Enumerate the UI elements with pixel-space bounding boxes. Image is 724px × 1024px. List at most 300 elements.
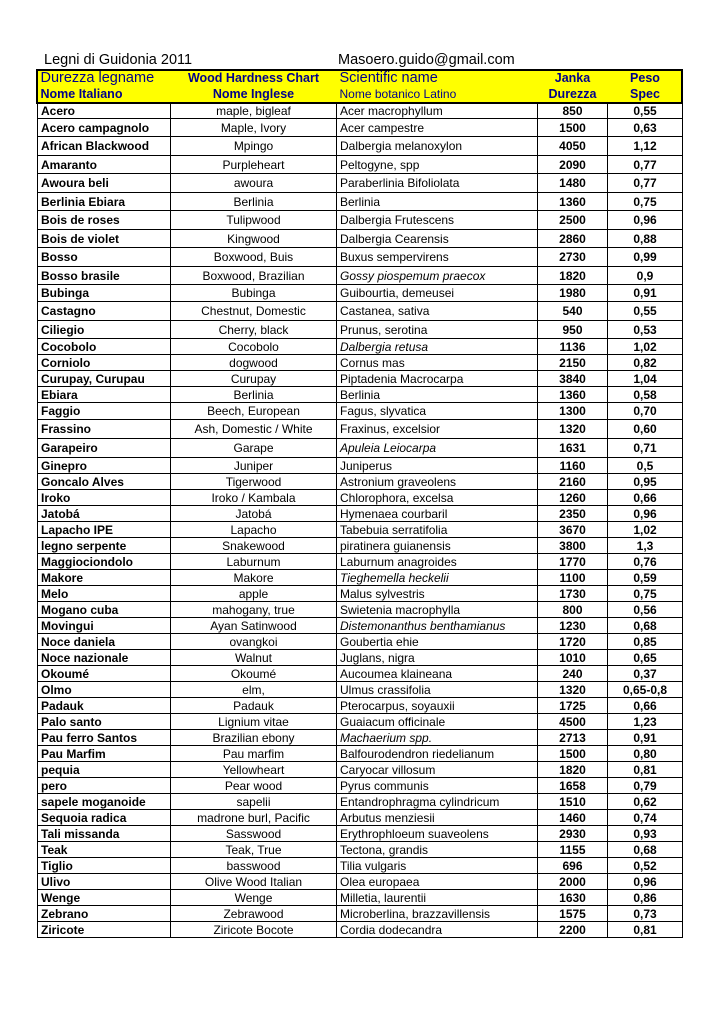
english-name-cell: Makore xyxy=(171,570,337,586)
janka-cell: 1260 xyxy=(538,490,608,506)
latin-name-cell: Guaiacum officinale xyxy=(337,714,538,730)
table-row xyxy=(38,746,683,762)
latin-name-cell: Microberlina, brazzavillensis xyxy=(337,906,538,922)
table-row xyxy=(38,339,683,355)
peso-cell: 0,63 xyxy=(608,119,683,137)
latin-name-cell: Berlinia xyxy=(337,387,538,403)
janka-cell: 2500 xyxy=(538,211,608,230)
table-row xyxy=(38,371,683,387)
english-name-cell: Jatobá xyxy=(171,506,337,522)
latin-name-cell: Juniperus xyxy=(337,458,538,474)
italian-name-cell: Movingui xyxy=(38,618,171,634)
latin-name-cell: Malus sylvestris xyxy=(337,586,538,602)
peso-cell: 0,77 xyxy=(608,174,683,193)
peso-cell: 0,55 xyxy=(608,103,683,119)
janka-cell: 2160 xyxy=(538,474,608,490)
janka-cell: 240 xyxy=(538,666,608,682)
italian-name-cell: Pau Marfim xyxy=(38,746,171,762)
italian-name-cell: Bois de violet xyxy=(38,230,171,248)
table-row xyxy=(38,778,683,794)
italian-name-cell: Berlinia Ebiara xyxy=(38,193,171,211)
janka-cell: 1010 xyxy=(538,650,608,666)
italian-name-cell: Cocobolo xyxy=(38,339,171,355)
italian-name-cell: Jatobá xyxy=(38,506,171,522)
italian-name-cell: Bosso xyxy=(38,248,171,267)
peso-cell: 0,59 xyxy=(608,570,683,586)
latin-name-cell: Pyrus communis xyxy=(337,778,538,794)
peso-cell: 0,76 xyxy=(608,554,683,570)
peso-cell: 0,68 xyxy=(608,842,683,858)
janka-cell: 4500 xyxy=(538,714,608,730)
english-name-cell: Iroko / Kambala xyxy=(171,490,337,506)
latin-name-cell: Pterocarpus, soyauxii xyxy=(337,698,538,714)
italian-name-cell: Bois de roses xyxy=(38,211,171,230)
table-row xyxy=(38,554,683,570)
janka-cell: 1770 xyxy=(538,554,608,570)
peso-cell: 0,96 xyxy=(608,874,683,890)
peso-cell: 0,66 xyxy=(608,490,683,506)
latin-name-cell: Swietenia macrophylla xyxy=(337,602,538,618)
janka-cell: 1320 xyxy=(538,420,608,439)
italian-name-cell: Bosso brasile xyxy=(38,267,171,285)
latin-name-cell: Arbutus menziesii xyxy=(337,810,538,826)
janka-cell: 1230 xyxy=(538,618,608,634)
janka-cell: 1320 xyxy=(538,682,608,698)
janka-cell: 1480 xyxy=(538,174,608,193)
italian-name-cell: Lapacho IPE xyxy=(38,522,171,538)
latin-name-cell: Dalbergia retusa xyxy=(337,339,538,355)
latin-name-cell: Entandrophragma cylindricum xyxy=(337,794,538,810)
table-row xyxy=(38,842,683,858)
latin-name-cell: Milletia, laurentii xyxy=(337,890,538,906)
latin-name-cell: Acer macrophyllum xyxy=(337,103,538,119)
latin-name-cell: Paraberlinia Bifoliolata xyxy=(337,174,538,193)
italian-name-cell: Wenge xyxy=(38,890,171,906)
table-row xyxy=(38,666,683,682)
column-header-janka-top: Janka xyxy=(538,70,608,86)
peso-cell: 0,71 xyxy=(608,439,683,458)
english-name-cell: Cocobolo xyxy=(171,339,337,355)
peso-cell: 1,04 xyxy=(608,371,683,387)
janka-cell: 696 xyxy=(538,858,608,874)
italian-name-cell: Faggio xyxy=(38,403,171,420)
english-name-cell: Snakewood xyxy=(171,538,337,554)
english-name-cell: Purpleheart xyxy=(171,156,337,174)
table-row xyxy=(38,321,683,339)
janka-cell: 1510 xyxy=(538,794,608,810)
peso-cell: 0,56 xyxy=(608,602,683,618)
english-name-cell: Olive Wood Italian xyxy=(171,874,337,890)
latin-name-cell: Buxus sempervirens xyxy=(337,248,538,267)
latin-name-cell: Balfourodendron riedelianum xyxy=(337,746,538,762)
peso-cell: 0,75 xyxy=(608,193,683,211)
italian-name-cell: Goncalo Alves xyxy=(38,474,171,490)
english-name-cell: Ziricote Bocote xyxy=(171,922,337,938)
english-name-cell: Mpingo xyxy=(171,137,337,156)
italian-name-cell: Ebiara xyxy=(38,387,171,403)
latin-name-cell: Tieghemella heckelii xyxy=(337,570,538,586)
latin-name-cell: Chlorophora, excelsa xyxy=(337,490,538,506)
peso-cell: 1,12 xyxy=(608,137,683,156)
column-header-english: Nome Inglese xyxy=(171,86,337,103)
italian-name-cell: Tiglio xyxy=(38,858,171,874)
table-row xyxy=(38,506,683,522)
english-name-cell: elm, xyxy=(171,682,337,698)
italian-name-cell: Makore xyxy=(38,570,171,586)
table-row xyxy=(38,403,683,420)
english-name-cell: Brazilian ebony xyxy=(171,730,337,746)
italian-name-cell: legno serpente xyxy=(38,538,171,554)
english-name-cell: Pau marfim xyxy=(171,746,337,762)
italian-name-cell: Pau ferro Santos xyxy=(38,730,171,746)
janka-cell: 4050 xyxy=(538,137,608,156)
column-header-scientific-top: Scientific name xyxy=(337,70,538,86)
table-row xyxy=(38,267,683,285)
english-name-cell: Tulipwood xyxy=(171,211,337,230)
janka-cell: 2730 xyxy=(538,248,608,267)
janka-cell: 1360 xyxy=(538,387,608,403)
italian-name-cell: Ginepro xyxy=(38,458,171,474)
peso-cell: 0,91 xyxy=(608,285,683,302)
italian-name-cell: Tali missanda xyxy=(38,826,171,842)
latin-name-cell: Berlinia xyxy=(337,193,538,211)
janka-cell: 2350 xyxy=(538,506,608,522)
peso-cell: 0,65-0,8 xyxy=(608,682,683,698)
peso-cell: 0,95 xyxy=(608,474,683,490)
peso-cell: 0,68 xyxy=(608,618,683,634)
peso-cell: 0,81 xyxy=(608,762,683,778)
author-email: Masoero.guido@gmail.com xyxy=(338,52,515,68)
peso-cell: 0,62 xyxy=(608,794,683,810)
latin-name-cell: Peltogyne, spp xyxy=(337,156,538,174)
italian-name-cell: Noce daniela xyxy=(38,634,171,650)
table-row xyxy=(38,474,683,490)
janka-cell: 800 xyxy=(538,602,608,618)
table-row xyxy=(38,174,683,193)
latin-name-cell: Apuleia Leiocarpa xyxy=(337,439,538,458)
table-row xyxy=(38,137,683,156)
janka-cell: 950 xyxy=(538,321,608,339)
latin-name-cell: Goubertia ehie xyxy=(337,634,538,650)
peso-cell: 1,3 xyxy=(608,538,683,554)
peso-cell: 0,82 xyxy=(608,355,683,371)
english-name-cell: basswood xyxy=(171,858,337,874)
peso-cell: 0,99 xyxy=(608,248,683,267)
peso-cell: 1,02 xyxy=(608,522,683,538)
latin-name-cell: Tilia vulgaris xyxy=(337,858,538,874)
english-name-cell: Lapacho xyxy=(171,522,337,538)
english-name-cell: Ash, Domestic / White xyxy=(171,420,337,439)
english-name-cell: Lignium vitae xyxy=(171,714,337,730)
italian-name-cell: Noce nazionale xyxy=(38,650,171,666)
italian-name-cell: Mogano cuba xyxy=(38,602,171,618)
italian-name-cell: Castagno xyxy=(38,302,171,321)
peso-cell: 0,86 xyxy=(608,890,683,906)
italian-name-cell: Acero xyxy=(38,103,171,119)
peso-cell: 0,60 xyxy=(608,420,683,439)
table-row xyxy=(38,682,683,698)
janka-cell: 2200 xyxy=(538,922,608,938)
latin-name-cell: Distemonanthus benthamianus xyxy=(337,618,538,634)
italian-name-cell: Bubinga xyxy=(38,285,171,302)
english-name-cell: madrone burl, Pacific xyxy=(171,810,337,826)
english-name-cell: Laburnum xyxy=(171,554,337,570)
peso-cell: 0,77 xyxy=(608,156,683,174)
english-name-cell: Walnut xyxy=(171,650,337,666)
janka-cell: 2713 xyxy=(538,730,608,746)
table-row xyxy=(38,570,683,586)
peso-cell: 0,37 xyxy=(608,666,683,682)
latin-name-cell: Astronium graveolens xyxy=(337,474,538,490)
italian-name-cell: Frassino xyxy=(38,420,171,439)
english-name-cell: sapelii xyxy=(171,794,337,810)
english-name-cell: awoura xyxy=(171,174,337,193)
peso-cell: 0,81 xyxy=(608,922,683,938)
peso-cell: 1,02 xyxy=(608,339,683,355)
peso-cell: 0,75 xyxy=(608,586,683,602)
janka-cell: 1155 xyxy=(538,842,608,858)
latin-name-cell: Cornus mas xyxy=(337,355,538,371)
latin-name-cell: Dalbergia Frutescens xyxy=(337,211,538,230)
table-row xyxy=(38,906,683,922)
janka-cell: 2000 xyxy=(538,874,608,890)
italian-name-cell: Ulivo xyxy=(38,874,171,890)
table-row xyxy=(38,730,683,746)
table-row xyxy=(38,103,683,119)
italian-name-cell: Olmo xyxy=(38,682,171,698)
english-name-cell: Curupay xyxy=(171,371,337,387)
latin-name-cell: Ulmus crassifolia xyxy=(337,682,538,698)
latin-name-cell: Olea europaea xyxy=(337,874,538,890)
table-row xyxy=(38,794,683,810)
italian-name-cell: pero xyxy=(38,778,171,794)
table-row xyxy=(38,522,683,538)
janka-cell: 1575 xyxy=(538,906,608,922)
italian-name-cell: sapele moganoide xyxy=(38,794,171,810)
italian-name-cell: Garapeiro xyxy=(38,439,171,458)
italian-name-cell: Palo santo xyxy=(38,714,171,730)
english-name-cell: ovangkoi xyxy=(171,634,337,650)
table-row xyxy=(38,490,683,506)
table-row xyxy=(38,602,683,618)
peso-cell: 0,88 xyxy=(608,230,683,248)
english-name-cell: Sasswood xyxy=(171,826,337,842)
table-row xyxy=(38,302,683,321)
janka-cell: 1160 xyxy=(538,458,608,474)
janka-cell: 2930 xyxy=(538,826,608,842)
italian-name-cell: Sequoia radica xyxy=(38,810,171,826)
janka-cell: 3670 xyxy=(538,522,608,538)
janka-cell: 3800 xyxy=(538,538,608,554)
peso-cell: 0,66 xyxy=(608,698,683,714)
janka-cell: 1630 xyxy=(538,890,608,906)
janka-cell: 1725 xyxy=(538,698,608,714)
table-row xyxy=(38,810,683,826)
column-header-italian-top: Durezza legname xyxy=(38,70,171,86)
column-header-durezza: Durezza xyxy=(538,86,608,103)
header-row-bottom xyxy=(38,86,683,103)
table-row xyxy=(38,285,683,302)
italian-name-cell: Ciliegio xyxy=(38,321,171,339)
english-name-cell: Tigerwood xyxy=(171,474,337,490)
column-header-peso-top: Peso xyxy=(608,70,683,86)
table-row xyxy=(38,922,683,938)
table-row xyxy=(38,618,683,634)
latin-name-cell: piratinera guianensis xyxy=(337,538,538,554)
english-name-cell: Okoumé xyxy=(171,666,337,682)
janka-cell: 1820 xyxy=(538,267,608,285)
english-name-cell: Chestnut, Domestic xyxy=(171,302,337,321)
table-row xyxy=(38,586,683,602)
table-row xyxy=(38,714,683,730)
english-name-cell: mahogany, true xyxy=(171,602,337,618)
peso-cell: 0,85 xyxy=(608,634,683,650)
italian-name-cell: African Blackwood xyxy=(38,137,171,156)
peso-cell: 0,5 xyxy=(608,458,683,474)
table-row xyxy=(38,858,683,874)
peso-cell: 0,58 xyxy=(608,387,683,403)
latin-name-cell: Acer campestre xyxy=(337,119,538,137)
janka-cell: 1460 xyxy=(538,810,608,826)
english-name-cell: Beech, European xyxy=(171,403,337,420)
table-row xyxy=(38,826,683,842)
english-name-cell: Juniper xyxy=(171,458,337,474)
latin-name-cell: Gossy piospemum praecox xyxy=(337,267,538,285)
english-name-cell: Berlinia xyxy=(171,193,337,211)
peso-cell: 0,93 xyxy=(608,826,683,842)
italian-name-cell: Zebrano xyxy=(38,906,171,922)
latin-name-cell: Tabebuia serratifolia xyxy=(337,522,538,538)
column-header-english-top: Wood Hardness Chart xyxy=(171,70,337,86)
table-body xyxy=(38,70,683,938)
italian-name-cell: Amaranto xyxy=(38,156,171,174)
janka-cell: 540 xyxy=(538,302,608,321)
italian-name-cell: Corniolo xyxy=(38,355,171,371)
table-row xyxy=(38,248,683,267)
italian-name-cell: Awoura beli xyxy=(38,174,171,193)
janka-cell: 1631 xyxy=(538,439,608,458)
latin-name-cell: Juglans, nigra xyxy=(337,650,538,666)
italian-name-cell: Maggiociondolo xyxy=(38,554,171,570)
peso-cell: 0,96 xyxy=(608,506,683,522)
peso-cell: 0,55 xyxy=(608,302,683,321)
table-row xyxy=(38,538,683,554)
italian-name-cell: Okoumé xyxy=(38,666,171,682)
italian-name-cell: Curupay, Curupau xyxy=(38,371,171,387)
latin-name-cell: Fagus, slyvatica xyxy=(337,403,538,420)
janka-cell: 1820 xyxy=(538,762,608,778)
janka-cell: 3840 xyxy=(538,371,608,387)
table-row xyxy=(38,439,683,458)
english-name-cell: Padauk xyxy=(171,698,337,714)
english-name-cell: Boxwood, Buis xyxy=(171,248,337,267)
italian-name-cell: Melo xyxy=(38,586,171,602)
latin-name-cell: Hymenaea courbaril xyxy=(337,506,538,522)
english-name-cell: Wenge xyxy=(171,890,337,906)
peso-cell: 0,53 xyxy=(608,321,683,339)
english-name-cell: Cherry, black xyxy=(171,321,337,339)
janka-cell: 1720 xyxy=(538,634,608,650)
latin-name-cell: Prunus, serotina xyxy=(337,321,538,339)
english-name-cell: dogwood xyxy=(171,355,337,371)
peso-cell: 0,73 xyxy=(608,906,683,922)
table-row xyxy=(38,420,683,439)
english-name-cell: Pear wood xyxy=(171,778,337,794)
peso-cell: 1,23 xyxy=(608,714,683,730)
header-row-top xyxy=(38,70,683,86)
janka-cell: 1500 xyxy=(538,119,608,137)
english-name-cell: Teak, True xyxy=(171,842,337,858)
peso-cell: 0,70 xyxy=(608,403,683,420)
english-name-cell: maple, bigleaf xyxy=(171,103,337,119)
english-name-cell: Yellowheart xyxy=(171,762,337,778)
latin-name-cell: Piptadenia Macrocarpa xyxy=(337,371,538,387)
table-row xyxy=(38,458,683,474)
latin-name-cell: Erythrophloeum suaveolens xyxy=(337,826,538,842)
table-row xyxy=(38,156,683,174)
page-header xyxy=(0,52,724,70)
janka-cell: 1300 xyxy=(538,403,608,420)
janka-cell: 2860 xyxy=(538,230,608,248)
peso-cell: 0,74 xyxy=(608,810,683,826)
latin-name-cell: Cordia dodecandra xyxy=(337,922,538,938)
english-name-cell: Kingwood xyxy=(171,230,337,248)
latin-name-cell: Tectona, grandis xyxy=(337,842,538,858)
english-name-cell: Garape xyxy=(171,439,337,458)
english-name-cell: apple xyxy=(171,586,337,602)
peso-cell: 0,52 xyxy=(608,858,683,874)
janka-cell: 850 xyxy=(538,103,608,119)
latin-name-cell: Fraxinus, excelsior xyxy=(337,420,538,439)
table-row xyxy=(38,230,683,248)
table-row xyxy=(38,634,683,650)
italian-name-cell: Padauk xyxy=(38,698,171,714)
column-header-latin: Nome botanico Latino xyxy=(337,86,538,103)
sheet-title: Legni di Guidonia 2011 xyxy=(44,52,193,68)
janka-cell: 1980 xyxy=(538,285,608,302)
janka-cell: 1658 xyxy=(538,778,608,794)
peso-cell: 0,79 xyxy=(608,778,683,794)
latin-name-cell: Dalbergia melanoxylon xyxy=(337,137,538,156)
column-header-spec: Spec xyxy=(608,86,683,103)
english-name-cell: Zebrawood xyxy=(171,906,337,922)
table-row xyxy=(38,762,683,778)
janka-cell: 2150 xyxy=(538,355,608,371)
latin-name-cell: Laburnum anagroides xyxy=(337,554,538,570)
table-row xyxy=(38,387,683,403)
peso-cell: 0,91 xyxy=(608,730,683,746)
english-name-cell: Berlinia xyxy=(171,387,337,403)
janka-cell: 1500 xyxy=(538,746,608,762)
italian-name-cell: Ziricote xyxy=(38,922,171,938)
latin-name-cell: Castanea, sativa xyxy=(337,302,538,321)
table-row xyxy=(38,119,683,137)
column-header-italian: Nome Italiano xyxy=(38,86,171,103)
english-name-cell: Boxwood, Brazilian xyxy=(171,267,337,285)
janka-cell: 2090 xyxy=(538,156,608,174)
table-row xyxy=(38,211,683,230)
table-row xyxy=(38,650,683,666)
italian-name-cell: Acero campagnolo xyxy=(38,119,171,137)
wood-hardness-table xyxy=(37,70,683,938)
peso-cell: 0,96 xyxy=(608,211,683,230)
latin-name-cell: Guibourtia, demeusei xyxy=(337,285,538,302)
janka-cell: 1100 xyxy=(538,570,608,586)
table-row xyxy=(38,698,683,714)
latin-name-cell: Caryocar villosum xyxy=(337,762,538,778)
english-name-cell: Bubinga xyxy=(171,285,337,302)
english-name-cell: Maple, Ivory xyxy=(171,119,337,137)
